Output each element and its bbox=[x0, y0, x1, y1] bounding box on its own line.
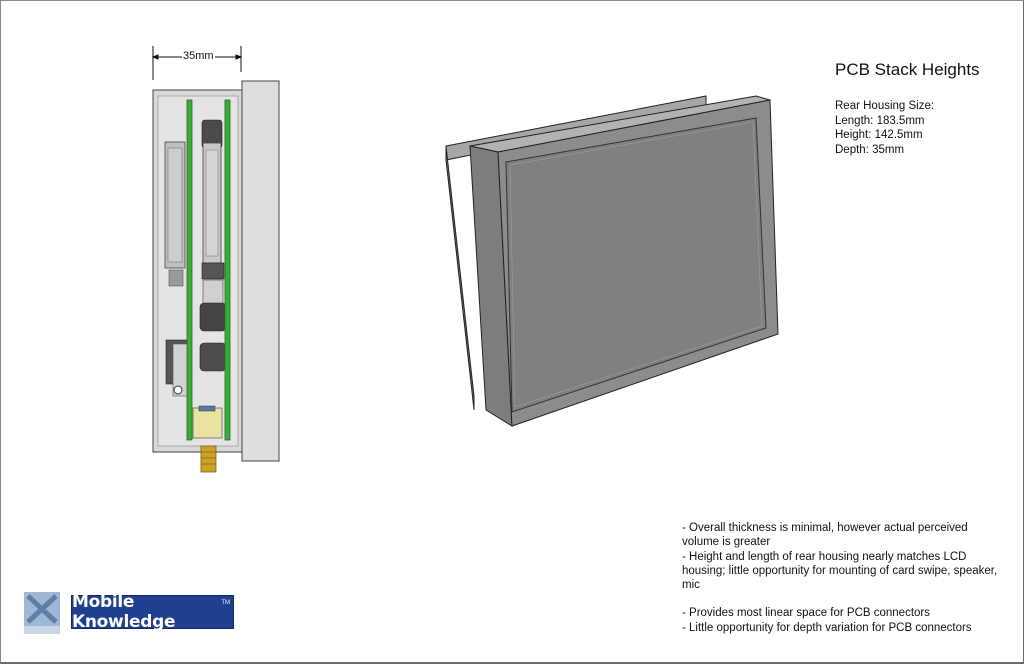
spec-depth: Depth: 35mm bbox=[835, 143, 905, 156]
company-name: Mobile Knowledge bbox=[72, 592, 176, 632]
page-title: PCB Stack Heights bbox=[835, 60, 980, 79]
pcb-board-right bbox=[225, 100, 230, 440]
notes-list bbox=[682, 521, 1002, 635]
housing-specs bbox=[835, 99, 934, 157]
note-item: - Little opportunity for depth variation for PCB connectors bbox=[682, 621, 972, 634]
dimension-label: 35mm bbox=[183, 50, 214, 62]
lcd-front-housing bbox=[242, 81, 279, 461]
pcb-board-left bbox=[187, 100, 192, 440]
bottom-connector bbox=[193, 408, 222, 438]
brand-mark-icon bbox=[24, 592, 60, 634]
spec-height: Height: 142.5mm bbox=[835, 129, 923, 141]
specs-heading: Rear Housing Size: bbox=[835, 100, 935, 112]
note-item: - Height and length of rear housing nearly matches LCD housing; little opportunity for mounting of card swipe, speaker, mic bbox=[682, 550, 998, 592]
trademark: TM bbox=[221, 600, 230, 606]
company-logo bbox=[71, 592, 234, 632]
note-item: - Overall thickness is minimal, however actual perceived volume is greater bbox=[682, 522, 968, 549]
lcd-device-3d bbox=[446, 96, 778, 426]
note-item: - Provides most linear space for PCB connectors bbox=[682, 607, 930, 620]
spec-length: Length: 183.5mm bbox=[835, 114, 925, 127]
antenna-connector bbox=[201, 446, 216, 472]
